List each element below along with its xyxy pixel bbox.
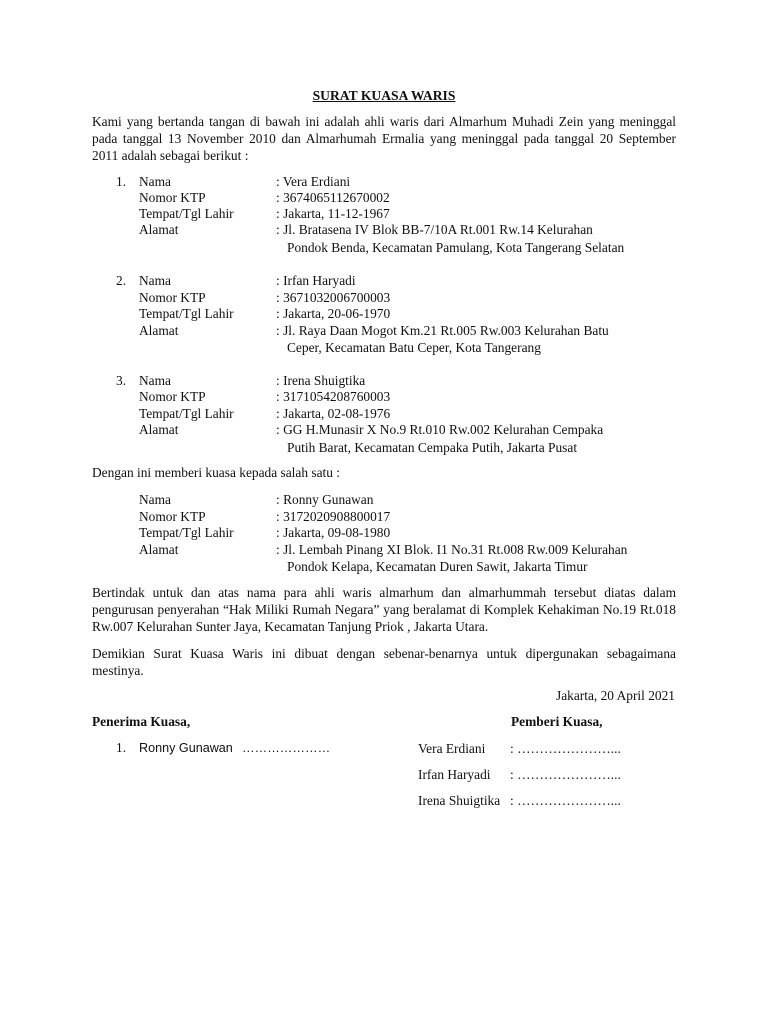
action-paragraph: Bertindak untuk dan atas nama para ahli waris almarhum dan almarhummah tersebut diatas dalam pengurusan penyerahan “Hak Miliki Rumah Negara” yang beralamat di Komplek Kehakiman No.19 Rt.018 Rw.007 Kelurahan Sunter Jaya, Kecamatan Tanjung Priok , Jakarta Utara. xyxy=(92,585,676,634)
recipient-name: Ronny Gunawan xyxy=(139,741,233,755)
address-label: Alamat xyxy=(139,323,179,338)
recipient-signature-line: ………………… xyxy=(242,741,331,755)
birth-label: Tempat/Tgl Lahir xyxy=(139,525,234,540)
heir-name: : Irena Shuigtika xyxy=(276,373,366,388)
name-label: Nama xyxy=(139,174,171,189)
heir-address-line1: : GG H.Munasir X No.9 Rt.010 Rw.002 Kelurahan Cempaka xyxy=(276,422,604,437)
closing-paragraph: Demikian Surat Kuasa Waris ini dibuat dengan sebenar-benarnya untuk dipergunakan sebagaimana mestinya. xyxy=(92,646,676,678)
heir-number: 2. xyxy=(116,273,127,288)
place-date: Jakarta, 20 April 2021 xyxy=(555,688,675,703)
birth-label: Tempat/Tgl Lahir xyxy=(139,406,234,421)
recipient-number: 1. xyxy=(116,740,127,755)
ktp-label: Nomor KTP xyxy=(139,290,206,305)
heir-ktp: : 3671032006700003 xyxy=(276,290,391,305)
giver-name: Irfan Haryadi xyxy=(418,767,491,782)
address-label: Alamat xyxy=(139,222,179,237)
birth-label: Tempat/Tgl Lahir xyxy=(139,206,234,221)
giver-name: Vera Erdiani xyxy=(418,741,486,756)
heir-address-line1: : Jl. Raya Daan Mogot Km.21 Rt.005 Rw.003 Kelurahan Batu xyxy=(276,323,609,338)
heir-number: 1. xyxy=(116,174,127,189)
ktp-label: Nomor KTP xyxy=(139,190,206,205)
heir-name: : Irfan Haryadi xyxy=(276,273,356,288)
intro-paragraph: Kami yang bertanda tangan di bawah ini adalah ahli waris dari Almarhum Muhadi Zein yang meninggal pada tanggal 13 November 2010 dan Almarhumah Ermalia yang meninggal pada tanggal 20 September 2011 adalah sebagai berikut : xyxy=(92,114,676,163)
ktp-label: Nomor KTP xyxy=(139,389,206,404)
heir-address-line2: Putih Barat, Kecamatan Cempaka Putih, Jakarta Pusat xyxy=(287,440,578,455)
address-label: Alamat xyxy=(139,422,179,437)
document-title: SURAT KUASA WARIS xyxy=(312,88,456,103)
recipient-header: Penerima Kuasa, xyxy=(92,714,191,729)
giver-header: Pemberi Kuasa, xyxy=(511,714,603,729)
attorney-address-line1: : Jl. Lembah Pinang XI Blok. I1 No.31 Rt.008 Rw.009 Kelurahan xyxy=(276,542,628,557)
address-label: Alamat xyxy=(139,542,179,557)
attorney-name: : Ronny Gunawan xyxy=(276,492,374,507)
attorney-ktp: : 3172020908800017 xyxy=(276,509,391,524)
heir-name: : Vera Erdiani xyxy=(276,174,351,189)
heir-ktp: : 3171054208760003 xyxy=(276,389,391,404)
attorney-birth: : Jakarta, 09-08-1980 xyxy=(276,525,391,540)
name-label: Nama xyxy=(139,373,171,388)
giver-signature-line: : …………………... xyxy=(510,767,621,782)
heir-address-line1: : Jl. Bratasena IV Blok BB-7/10A Rt.001 Rw.14 Kelurahan xyxy=(276,222,593,237)
ktp-label: Nomor KTP xyxy=(139,509,206,524)
heir-birth: : Jakarta, 20-06-1970 xyxy=(276,306,391,321)
heir-birth: : Jakarta, 11-12-1967 xyxy=(276,206,390,221)
heir-number: 3. xyxy=(116,373,127,388)
giver-signature-line: : …………………... xyxy=(510,741,621,756)
heir-birth: : Jakarta, 02-08-1976 xyxy=(276,406,391,421)
giver-name: Irena Shuigtika xyxy=(418,793,501,808)
heir-address-line2: Pondok Benda, Kecamatan Pamulang, Kota Tangerang Selatan xyxy=(287,240,625,255)
grant-intro: Dengan ini memberi kuasa kepada salah satu : xyxy=(92,465,341,480)
giver-signature-line: : …………………... xyxy=(510,793,621,808)
heir-ktp: : 3674065112670002 xyxy=(276,190,390,205)
name-label: Nama xyxy=(139,273,171,288)
birth-label: Tempat/Tgl Lahir xyxy=(139,306,234,321)
attorney-address-line2: Pondok Kelapa, Kecamatan Duren Sawit, Jakarta Timur xyxy=(287,559,588,574)
name-label: Nama xyxy=(139,492,171,507)
heir-address-line2: Ceper, Kecamatan Batu Ceper, Kota Tangerang xyxy=(287,340,541,355)
